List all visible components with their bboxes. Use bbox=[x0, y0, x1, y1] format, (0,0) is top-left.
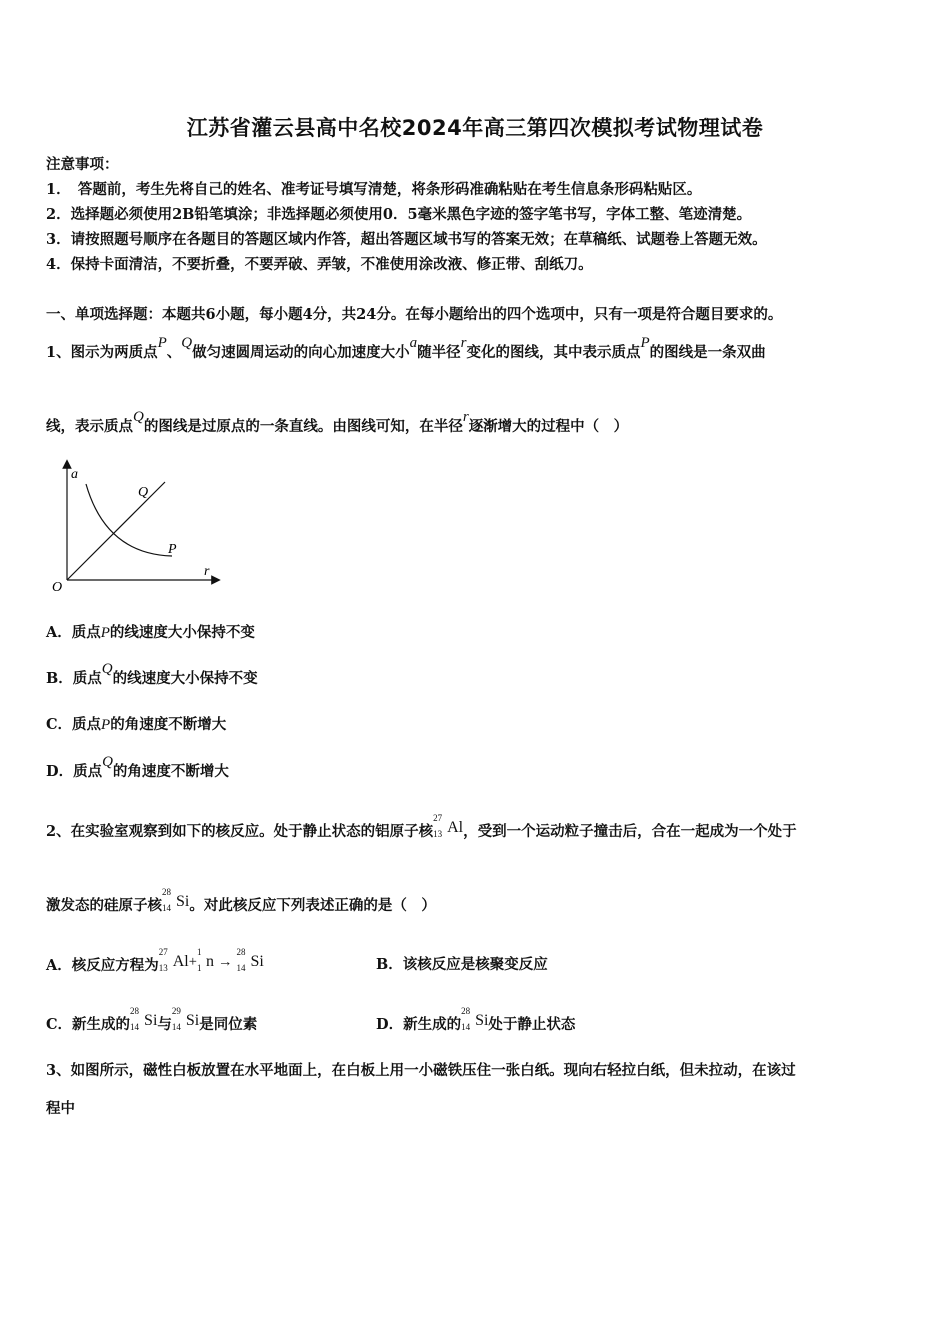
option-text: C．质点 bbox=[46, 716, 102, 733]
var-q: Q bbox=[181, 335, 193, 351]
q1-line-1 bbox=[46, 335, 766, 362]
q1-option-c bbox=[46, 713, 226, 734]
element-symbol: Si bbox=[185, 1012, 200, 1029]
curve-p bbox=[86, 484, 172, 556]
q2-line-1 bbox=[46, 813, 797, 841]
q2-option-b: B．该核反应是核聚变反应 bbox=[376, 956, 548, 973]
atomic-number: 13 bbox=[433, 829, 443, 839]
q1-text: 逐渐增大的过程中（ ） bbox=[468, 418, 629, 435]
atomic-number: 14 bbox=[171, 1022, 181, 1032]
option-text: A．核反应方程为 bbox=[46, 957, 159, 974]
option-text: D．质点 bbox=[46, 763, 103, 780]
q1-text: 随半径 bbox=[417, 344, 461, 361]
option-text: 的角速度不断增大 bbox=[110, 716, 227, 733]
mass-number: 28 bbox=[236, 947, 246, 957]
var-a: a bbox=[409, 335, 418, 351]
var-p: P bbox=[640, 335, 650, 351]
atomic-number: 14 bbox=[461, 1022, 471, 1032]
origin-label: O bbox=[52, 580, 63, 595]
q1-text: 做匀速圆周运动的向心加速度大小 bbox=[192, 344, 410, 361]
element-symbol: Al bbox=[447, 819, 464, 836]
var-p: P bbox=[101, 717, 111, 733]
option-text: 与 bbox=[157, 1016, 172, 1033]
a-r-graph bbox=[48, 456, 228, 596]
q1-option-d bbox=[46, 754, 229, 781]
option-text: 的线速度大小保持不变 bbox=[109, 624, 255, 641]
plus-sign: + bbox=[188, 954, 197, 970]
nuclide-al27 bbox=[433, 813, 464, 839]
option-text: A．质点 bbox=[46, 624, 101, 641]
element-symbol: Si bbox=[176, 893, 190, 910]
q1-text: 的图线是一条双曲 bbox=[649, 344, 766, 361]
q2-option-d bbox=[376, 1006, 576, 1034]
q2-text: 激发态的硅原子核 bbox=[46, 897, 162, 914]
q1-option-b bbox=[46, 661, 258, 688]
axis-label-r: r bbox=[204, 564, 210, 579]
q2-line-2 bbox=[46, 887, 436, 915]
notice-heading: 注意事项： bbox=[46, 156, 119, 173]
nuclide-si28 bbox=[162, 887, 190, 913]
var-q: Q bbox=[101, 661, 113, 677]
atomic-number: 14 bbox=[130, 1022, 140, 1032]
nuclide-al27 bbox=[158, 947, 189, 973]
var-q: Q bbox=[102, 754, 113, 770]
q1-text: 、 bbox=[166, 344, 182, 361]
notice-item-4: 4．保持卡面清洁，不要折叠，不要弄破、弄皱，不准使用涂改液、修正带、刮纸刀。 bbox=[46, 256, 593, 273]
element-symbol: Si bbox=[250, 953, 264, 970]
line-q bbox=[67, 482, 165, 580]
var-r: r bbox=[462, 409, 469, 425]
element-symbol: Si bbox=[144, 1012, 158, 1029]
option-text: 是同位素 bbox=[199, 1016, 258, 1033]
nuclide-si29 bbox=[171, 1006, 200, 1032]
option-text: D．新生成的 bbox=[376, 1016, 462, 1033]
q1-line-2 bbox=[46, 409, 629, 436]
option-text: B．质点 bbox=[46, 670, 102, 687]
option-text: 处于静止状态 bbox=[488, 1016, 576, 1033]
option-text: C．新生成的 bbox=[46, 1016, 131, 1033]
q1-option-a bbox=[46, 621, 255, 642]
axis-label-a: a bbox=[71, 467, 78, 482]
mass-number: 27 bbox=[433, 813, 443, 823]
q3-line-1: 3、如图所示，磁性白板放置在水平地面上，在白板上用一小磁铁压住一张白纸。现向右轻拉白纸，但未拉动，在该过 bbox=[46, 1062, 796, 1079]
q2-option-a bbox=[46, 947, 264, 975]
mass-number: 28 bbox=[130, 1006, 140, 1016]
arrow-icon: → bbox=[217, 954, 233, 970]
element-symbol: Al bbox=[172, 953, 189, 970]
label-p: P bbox=[168, 542, 177, 557]
label-q: Q bbox=[138, 485, 149, 500]
section-heading: 一、单项选择题：本题共6小题，每小题4分，共24分。在每小题给出的四个选项中，只有一项是符合题目要求的。 bbox=[46, 306, 783, 323]
q3-line-2: 程中 bbox=[46, 1100, 75, 1117]
q2-option-c bbox=[46, 1006, 258, 1034]
nuclide-si28 bbox=[461, 1006, 489, 1032]
q2-text: 2、在实验室观察到如下的核反应。处于静止状态的铝原子核 bbox=[46, 823, 434, 840]
option-text: 的线速度大小保持不变 bbox=[112, 670, 258, 687]
notice-item-3: 3．请按照题号顺序在各题目的答题区域内作答，超出答题区域书写的答案无效；在草稿纸、试题卷上答题无效。 bbox=[46, 231, 767, 248]
atomic-number: 1 bbox=[196, 963, 202, 973]
q1-text: 的图线是过原点的一条直线。由图线可知，在半径 bbox=[143, 418, 463, 435]
mass-number: 1 bbox=[196, 947, 202, 957]
q1-text: 线，表示质点 bbox=[46, 418, 133, 435]
mass-number: 29 bbox=[171, 1006, 181, 1016]
notice-item-1: 1． 答题前，考生先将自己的姓名、准考证号填写清楚，将条形码准确粘贴在考生信息条形码粘贴区。 bbox=[46, 181, 702, 198]
var-q: Q bbox=[133, 409, 144, 425]
mass-number: 28 bbox=[461, 1006, 471, 1016]
notice-item-2: 2．选择题必须使用2B铅笔填涂；非选择题必须使用0．5毫米黑色字迹的签字笔书写，字体工整、笔迹清楚。 bbox=[46, 206, 752, 223]
nuclide-si28 bbox=[236, 947, 264, 973]
atomic-number: 13 bbox=[158, 963, 168, 973]
atomic-number: 14 bbox=[236, 963, 246, 973]
var-p: P bbox=[100, 625, 110, 641]
q1-text: 1、图示为两质点 bbox=[46, 344, 158, 361]
q1-text: 变化的图线，其中表示质点 bbox=[466, 344, 641, 361]
option-text: 的角速度不断增大 bbox=[112, 763, 229, 780]
page-title: 江苏省灌云县高中名校2024年高三第四次模拟考试物理试卷 bbox=[186, 116, 764, 140]
q2-text: 。对此核反应下列表述正确的是（ ） bbox=[189, 897, 436, 914]
nuclide-si28 bbox=[130, 1006, 158, 1032]
mass-number: 27 bbox=[158, 947, 168, 957]
var-r: r bbox=[460, 335, 467, 351]
mass-number: 28 bbox=[162, 887, 171, 897]
atomic-number: 14 bbox=[162, 903, 171, 913]
nuclide-neutron bbox=[196, 947, 214, 973]
var-p: P bbox=[157, 335, 167, 351]
element-symbol: n bbox=[205, 953, 214, 970]
element-symbol: Si bbox=[475, 1012, 489, 1029]
q2-text: ，受到一个运动粒子撞击后，合在一起成为一个处于 bbox=[463, 823, 797, 840]
